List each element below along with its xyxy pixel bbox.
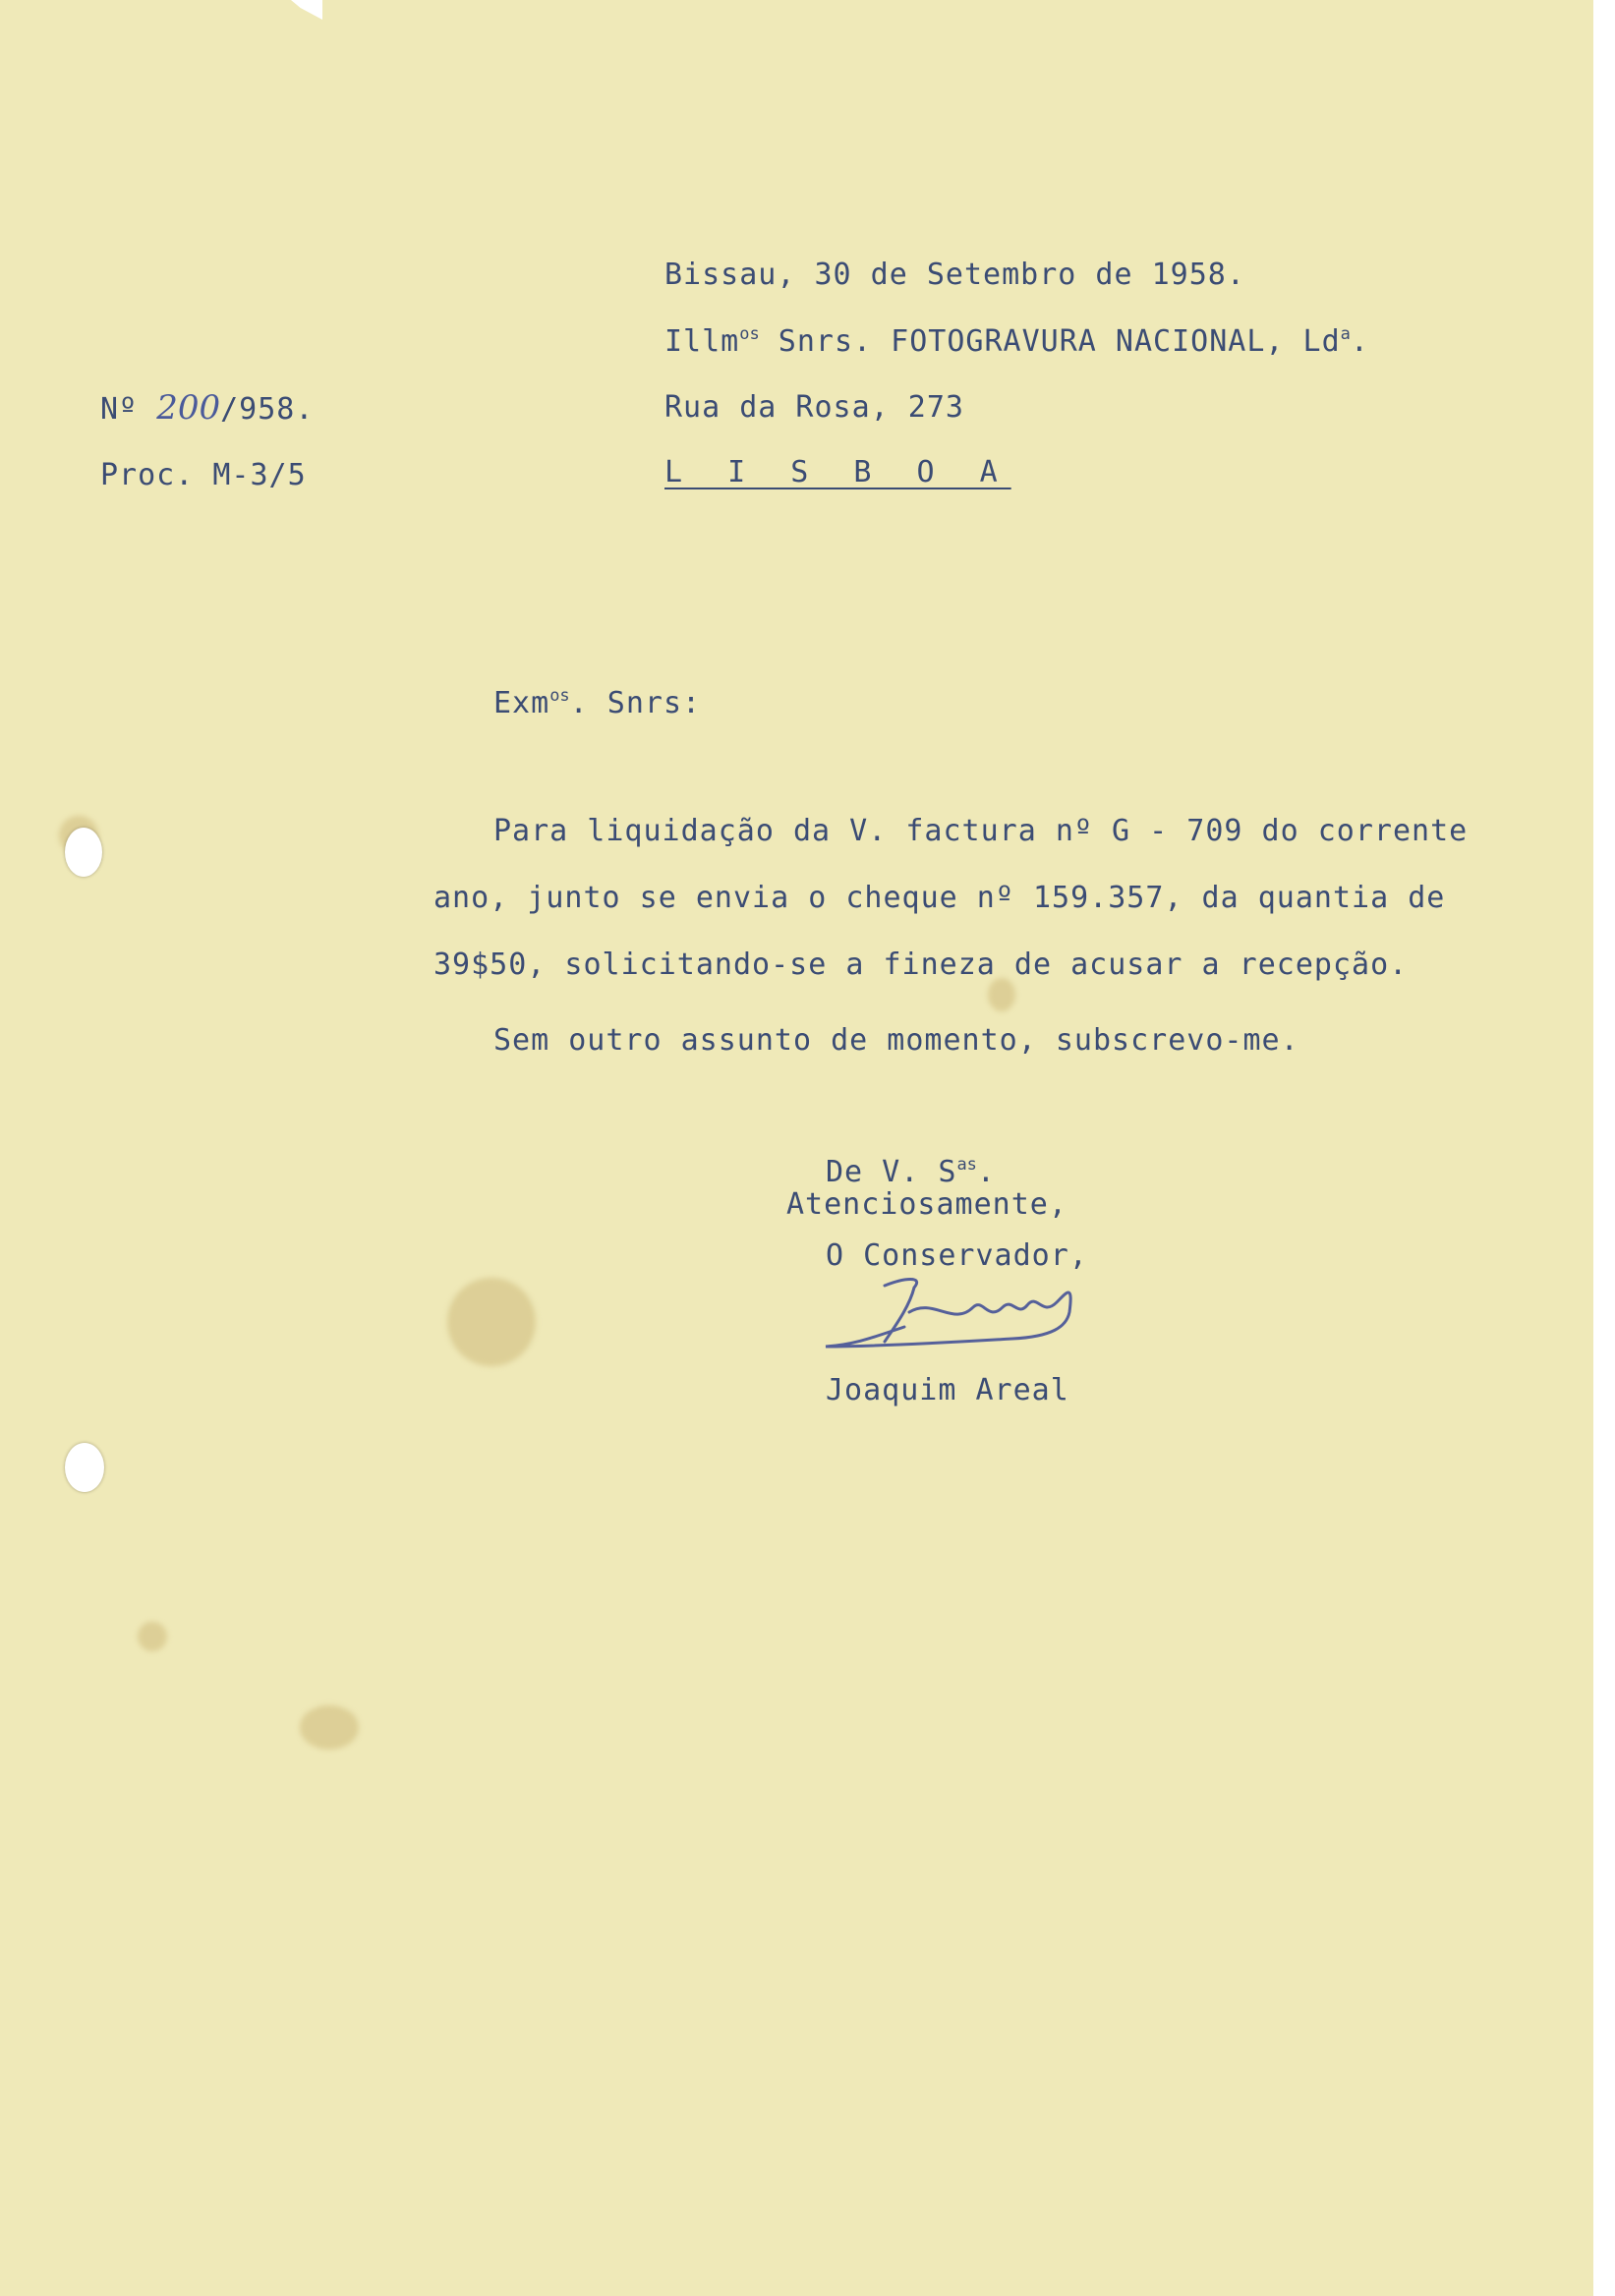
greeting [493,688,701,718]
paper-tear [291,0,322,20]
closing-end: . [976,1155,996,1189]
company-sup: a [1340,324,1351,344]
stain [447,1278,536,1366]
closing-line-1 [826,1157,996,1187]
handwritten-signature [816,1268,1091,1376]
date-line: Bissau, 30 de Setembro de 1958. [664,258,1245,292]
salutation-sup: os [739,324,760,344]
reference-number [100,388,315,428]
closing-sup: as [956,1155,977,1175]
page-edge [1593,0,1615,2296]
number-handwritten: 200 [156,388,221,428]
greeting-prefix: Exm [493,686,550,720]
body-line: ano, junto se envia o cheque nº 159.357, da quantia de [433,881,1446,915]
body-line: 39$50, solicitando-se a fineza de acusar a recepção. [433,947,1409,982]
recipient-line [664,326,1369,357]
stain [300,1705,359,1750]
closing-prefix: De V. S [826,1155,957,1189]
number-suffix: /958. [220,392,315,427]
process-number: Proc. M-3/5 [100,458,307,492]
company-end: . [1350,324,1369,359]
punch-hole [65,1443,104,1492]
city-line [664,455,1011,489]
salutation-prefix: Illm [664,324,740,359]
closing-line-2: Atenciosamente, [786,1187,1067,1222]
number-prefix: Nº [100,392,157,427]
city: L I S B O A [664,455,1011,489]
greeting-sup: os [549,686,570,706]
body-line: Sem outro assunto de momento, subscrevo-me. [493,1023,1299,1058]
greeting-rest: . Snrs: [569,686,702,720]
body-line: Para liquidação da V. factura nº G - 709 do corrente [493,814,1469,848]
recipient-name: Snrs. FOTOGRAVURA NACIONAL, Ld [759,324,1341,359]
stain [988,978,1015,1011]
closing-line-3: O Conservador, [826,1238,1088,1273]
punch-hole [65,828,102,877]
signer-name: Joaquim Areal [826,1373,1069,1407]
stain [138,1622,167,1651]
street-line: Rua da Rosa, 273 [664,390,964,425]
